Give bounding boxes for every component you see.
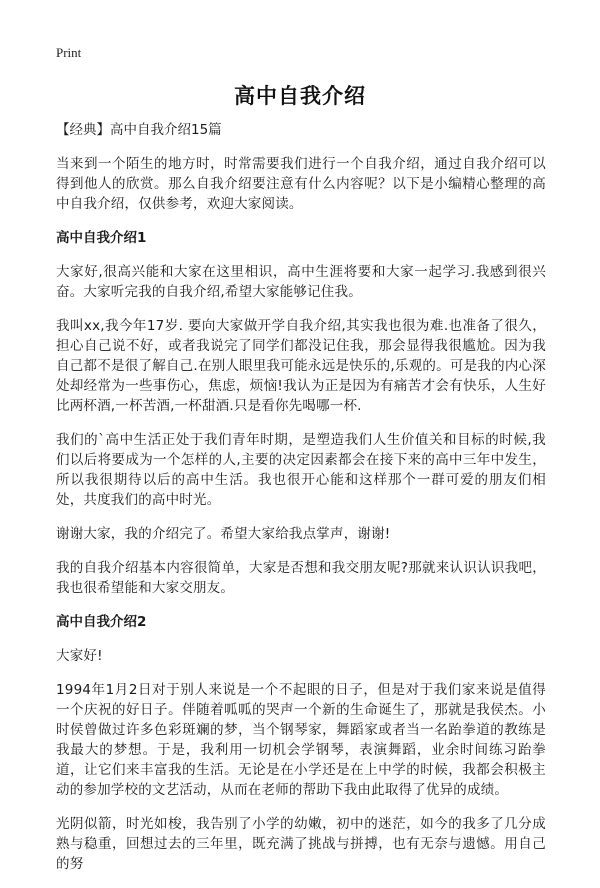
paragraph: 我的自我介绍基本内容很简单，大家是否想和我交朋友呢?那就来认识认识我吧，我也很希望能和大家交朋友。 — [56, 560, 546, 596]
article-body — [56, 120, 546, 888]
section-2 — [56, 612, 546, 874]
paragraph: 谢谢大家，我的介绍完了。希望大家给我点掌声，谢谢! — [56, 526, 391, 542]
paragraph: 我们的`高中生活正处于我们青年时期，是塑造我们人生价值关和目标的时候,我们以后将要成为一个怎样的人,主要的决定因素都会在接下来的高中三年中发生，所以我很期待以后的高中生活。我也很开心能和这样那个一群可爱的朋友们相处，共度我们的高中时光。 — [56, 432, 546, 508]
print-link[interactable]: Print — [56, 45, 82, 60]
paragraph: 大家好,很高兴能和大家在这里相识，高中生涯将要和大家一起学习.我感到很兴奋。大家听完我的自我介绍,希望大家能够记住我。 — [56, 264, 546, 300]
paragraph: 1994年1月2日对于别人来说是一个不起眼的日子，但是对于我们家来说是值得一个庆祝的好日子。伴随着呱呱的哭声一个新的生命诞生了，那就是我侯杰。小时侯曾做过许多色彩斑斓的梦，当个钢琴家，舞蹈家或者当一名跆拳道的教练是我最大的梦想。于是，我利用一切机会学钢琴，表演舞蹈，业余时间练习跆拳道，让它们来丰富我的生活。无论是在小学还是在上中学的时候，我都会积极主动的参加学校的文艺活动，从而在老师的帮助下我由此取得了优异的成绩。 — [56, 682, 546, 798]
paragraph: 光阴似箭，时光如梭，我告别了小学的幼嫩，初中的迷茫，如今的我多了几分成熟与稳重，回想过去的三年里，既充满了挑战与拼搏，也有无奈与遗憾。用自己的努 — [56, 816, 546, 872]
section-heading: 高中自我介绍1 — [56, 230, 147, 246]
page-title: 高中自我介绍 — [234, 84, 366, 108]
section-1 — [56, 228, 546, 598]
paragraph: 大家好! — [56, 648, 103, 664]
article-subtitle: 【经典】高中自我介绍15篇 — [56, 122, 222, 138]
section-heading: 高中自我介绍2 — [56, 614, 147, 630]
paragraph: 我叫xx,我今年17岁. 要向大家做开学自我介绍,其实我也很为难.也准备了很久，担心自己说不好，或者我说完了同学们都没记住我，那会显得我很尴尬。因为我自己都不是很了解自己.在别人眼里我可能永远是快乐的,乐观的。可是我的内心深处却经常为一些事伤心，焦虑，烦恼!我认为正是因为有痛苦才会有快乐，人生好比两杯酒,一杯苦酒,一杯甜酒.只是看你先喝哪一杯. — [56, 318, 546, 414]
intro-paragraph: 当来到一个陌生的地方时，时常需要我们进行一个自我介绍，通过自我介绍可以得到他人的欣赏。那么自我介绍要注意有什么内容呢？以下是小编精心整理的高中自我介绍，仅供参考，欢迎大家阅读。 — [56, 156, 546, 212]
